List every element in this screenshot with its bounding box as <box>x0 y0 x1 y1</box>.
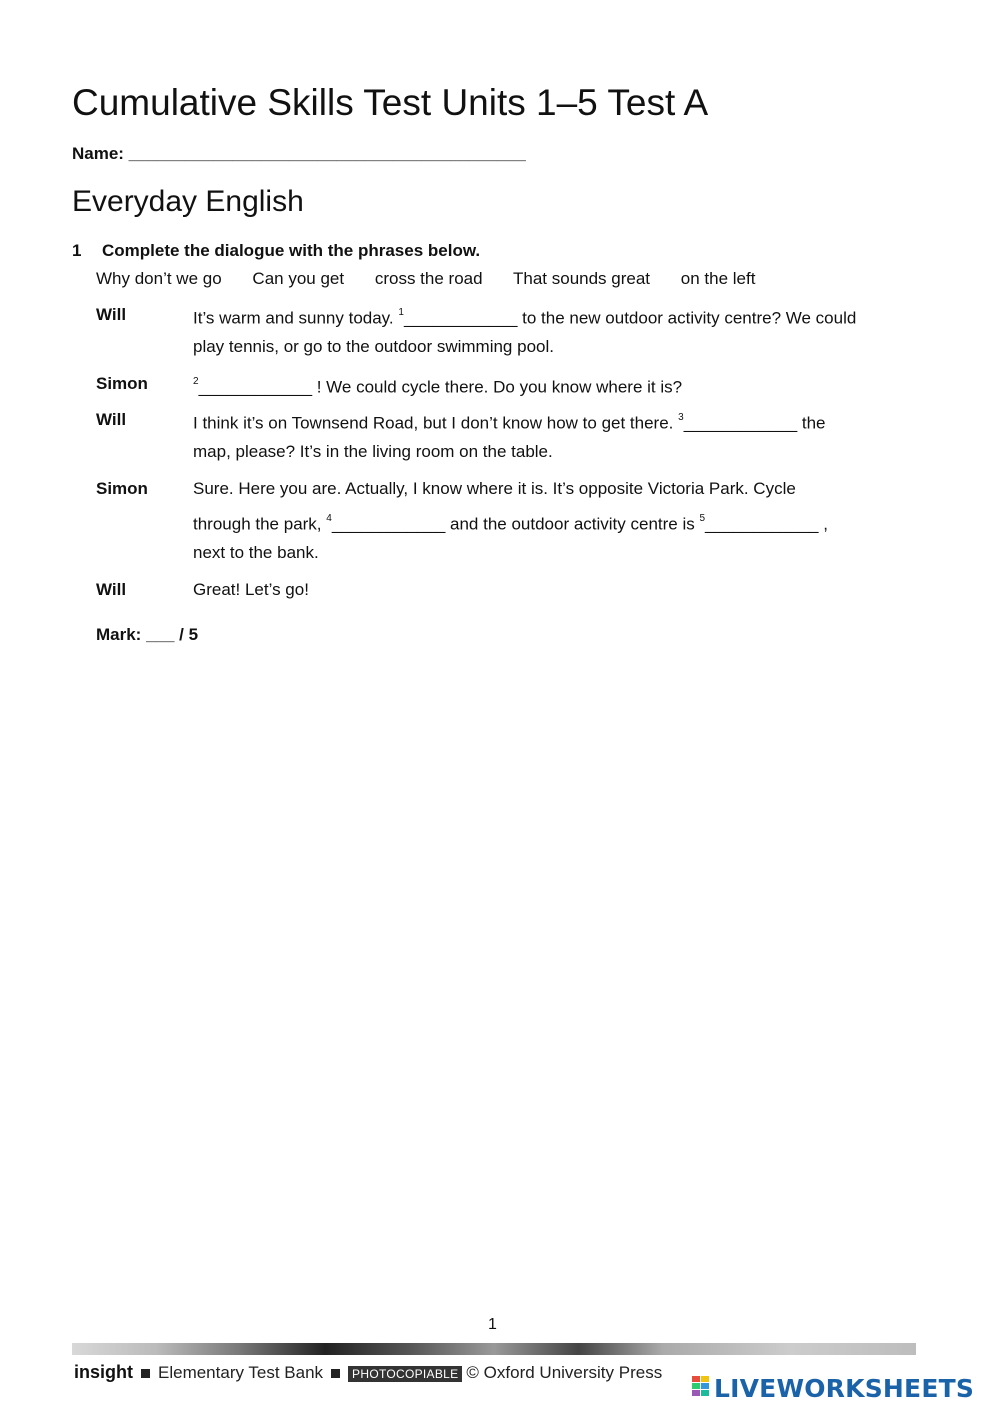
gap-number: 4 <box>326 513 332 524</box>
speaker-will: Will <box>96 410 127 429</box>
brand-logo: insight <box>74 1362 133 1382</box>
gap-number: 5 <box>699 513 706 524</box>
dialogue-text: through the park, <box>193 514 327 534</box>
phrase-item: Why don’t we go <box>96 269 222 288</box>
dialogue-text: It’s warm and sunny today. <box>193 308 399 328</box>
phrase-bank <box>96 269 781 289</box>
gap-number: 1 <box>398 307 404 318</box>
section-title: Everyday English <box>72 185 304 218</box>
photocopiable-badge: PHOTOCOPIABLE <box>348 1366 462 1382</box>
dialogue-line <box>193 299 856 335</box>
liveworksheets-logo-icon <box>692 1376 710 1402</box>
instruction-text: Complete the dialogue with the phrases below. <box>102 241 481 260</box>
phrase-item: Can you get <box>252 269 345 288</box>
gap-number: 3 <box>678 412 684 423</box>
square-bullet-icon <box>141 1369 150 1378</box>
book-title: Elementary Test Bank <box>158 1363 324 1382</box>
dialogue-line <box>193 368 682 404</box>
speaker-simon: Simon <box>96 374 148 393</box>
speaker-will: Will <box>96 580 127 599</box>
dialogue-line: next to the bank. <box>193 543 319 562</box>
footer-banner-image <box>72 1343 916 1355</box>
dialogue-line: Great! Let’s go! <box>193 580 309 599</box>
speaker-will: Will <box>96 305 127 324</box>
gap-4[interactable]: ____________ and the outdoor activity centre is <box>331 514 700 534</box>
dialogue-line: play tennis, or go to the outdoor swimming pool. <box>193 337 554 356</box>
page-number: 1 <box>488 1316 497 1333</box>
liveworksheets-watermark <box>692 1374 974 1404</box>
dialogue-line: map, please? It’s in the living room on the table. <box>193 442 553 461</box>
gap-number: 2 <box>193 376 199 387</box>
mark-score: Mark: ___ / 5 <box>96 625 199 644</box>
footer <box>74 1362 662 1383</box>
dialogue-line: Sure. Here you are. Actually, I know where it is. It’s opposite Victoria Park. Cycle <box>193 479 796 498</box>
phrase-item: cross the road <box>374 269 483 288</box>
dialogue-line <box>193 404 826 440</box>
page-title: Cumulative Skills Test Units 1–5 Test A <box>72 82 709 123</box>
watermark-text: LIVEWORKSHEETS <box>714 1374 975 1403</box>
exercise-number: 1 <box>72 241 82 260</box>
phrase-item: on the left <box>680 269 756 288</box>
gap-5[interactable]: ____________ , <box>705 514 828 534</box>
square-bullet-icon <box>331 1369 340 1378</box>
speaker-simon: Simon <box>96 479 148 498</box>
phrase-item: That sounds great <box>513 269 651 288</box>
publisher: © Oxford University Press <box>466 1363 663 1382</box>
dialogue-text: I think it’s on Townsend Road, but I don’t know how to get there. <box>193 413 679 433</box>
gap-2[interactable]: ____________ ! We could cycle there. Do you know where it is? <box>198 377 683 397</box>
gap-3[interactable]: ____________ the <box>683 413 826 433</box>
dialogue-line <box>193 505 828 541</box>
name-field-label: Name: __________________________________________ <box>72 144 526 163</box>
gap-1[interactable]: ____________ to the new outdoor activity centre? We could <box>403 308 857 328</box>
exercise-instruction <box>72 241 480 261</box>
